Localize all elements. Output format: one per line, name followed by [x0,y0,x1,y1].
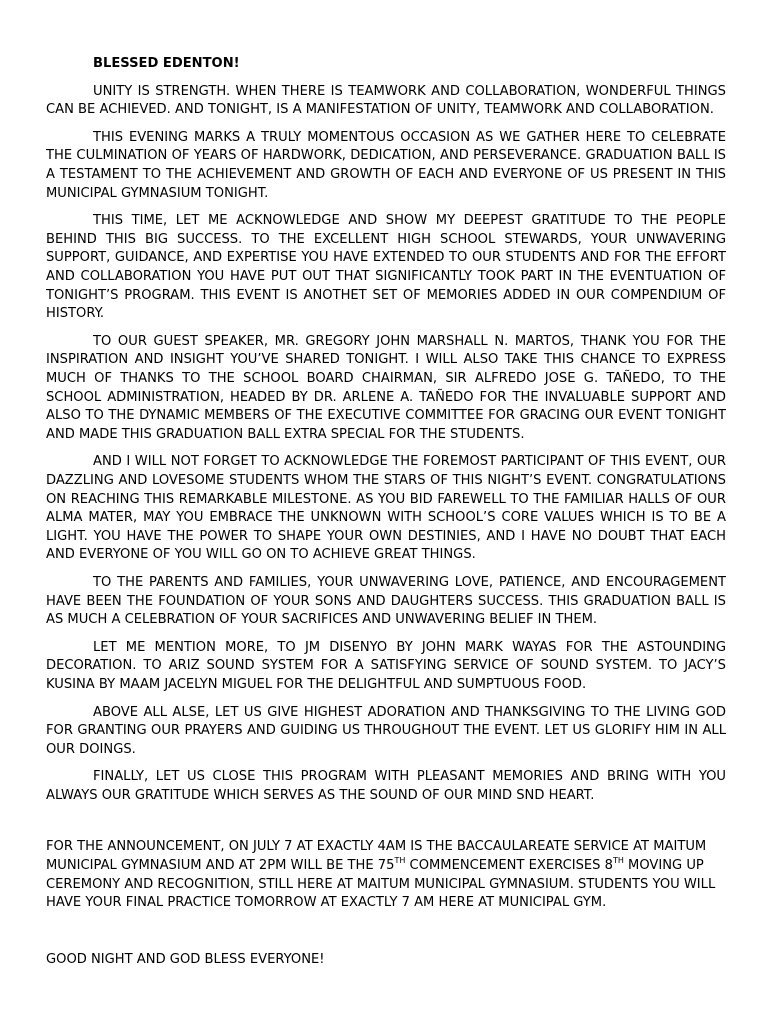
paragraph-guest-speaker: TO OUR GUEST SPEAKER, MR. GREGORY JOHN MARSHALL N. MARTOS, THANK YOU FOR THE INSPIRATION AND INSIGHT YOU’VE SHARED TONIGHT. I WILL ALSO TAKE THIS CHANCE TO EXPRESS MUCH OF THANKS TO THE SCHOOL BOARD CHAIRMAN, SIR ALFREDO JOSE G. TAÑEDO, TO THE SCHOOL ADMINISTRATION, HEADED BY DR. ARLENE A. TAÑEDO FOR THE INVALUABLE SUPPORT AND ALSO TO THE DYNAMIC MEMBERS OF THE EXECUTIVE COMMITTEE FOR GRACING OUR EVENT TONIGHT AND MADE THIS GRADUATION BALL EXTRA SPECIAL FOR THE STUDENTS. [46,333,726,442]
paragraph-students: AND I WILL NOT FORGET TO ACKNOWLEDGE THE FOREMOST PARTICIPANT OF THIS EVENT, OUR DAZZLING AND LOVESOME STUDENTS WHOM THE STARS OF THIS NIGHT’S EVENT. CONGRATULATIONS ON REACHING THIS REMARKABLE MILESTONE. AS YOU BID FAREWELL TO THE FAMILIAR HALLS OF OUR ALMA MATER, MAY YOU EMBRACE THE UNKNOWN WITH SCHOOL’S CORE VALUES WHICH IS TO BE A LIGHT. YOU HAVE THE POWER TO SHAPE YOUR OWN DESTINIES, AND I HAVE NO DOUBT THAT EACH AND EVERYONE OF YOU WILL GO ON TO ACHIEVE GREAT THINGS. [46,454,726,563]
announcement-text-2: COMMENCEMENT EXERCISES 8 [405,858,613,874]
paragraph-occasion: THIS EVENING MARKS A TRULY MOMENTOUS OCCASION AS WE GATHER HERE TO CELEBRATE THE CULMINATION OF YEARS OF HARDWORK, DEDICATION, AND PERSEVERANCE. GRADUATION BALL IS A TESTAMENT TO THE ACHIEVEMENT AND GROWTH OF EACH AND EVERYONE OF US PRESENT IN THIS MUNICIPAL GYMNASIUM TONIGHT. [46,129,726,201]
paragraph-parents: TO THE PARENTS AND FAMILIES, YOUR UNWAVERING LOVE, PATIENCE, AND ENCOURAGEMENT HAVE BEEN THE FOUNDATION OF YOUR SONS AND DAUGHTERS SUCCESS. THIS GRADUATION BALL IS AS MUCH A CELEBRATION OF YOUR SACRIFICES AND UNWAVERING BELIEF IN THEM. [46,574,726,628]
announcement-text-3: MOVING UP CEREMONY AND RECOGNITION, STILL HERE AT MAITUM MUNICIPAL GYMNASIUM. STUDENTS YOU WILL HAVE YOUR FINAL PRACTICE TOMORROW AT EXACTLY 7 AM HERE AT MUNICIPAL GYM. [46,858,716,911]
salutation-heading: BLESSED EDENTON! [93,56,240,72]
closing-line: GOOD NIGHT AND GOD BLESS EVERYONE! [46,951,325,967]
ordinal-suffix-75th: TH [394,855,406,865]
paragraph-closing-remarks: FINALLY, LET US CLOSE THIS PROGRAM WITH PLEASANT MEMORIES AND BRING WITH YOU ALWAYS OUR GRATITUDE WHICH SERVES AS THE SOUND OF OUR MIND SND HEART. [46,769,726,803]
announcement-text-1: FOR THE ANNOUNCEMENT, ON JULY 7 AT EXACTLY 4AM IS THE BACCAULAREATE SERVICE AT MAITUM MUNICIPAL GYMNASIUM AND AT 2PM WILL BE THE 75 [46,839,707,874]
paragraph-gratitude-stewards: THIS TIME, LET ME ACKNOWLEDGE AND SHOW MY DEEPEST GRATITUDE TO THE PEOPLE BEHIND THIS BIG SUCCESS. TO THE EXCELLENT HIGH SCHOOL STEWARDS, YOUR UNWAVERING SUPPORT, GUIDANCE, AND EXPERTISE YOU HAVE EXTENDED TO OUR STUDENTS AND FOR THE EFFORT AND COLLABORATION YOU HAVE PUT OUT THAT SIGNIFICANTLY TOOK PART IN THE EVENTUATION OF TONIGHT’S PROGRAM. THIS EVENT IS ANOTHET SET OF MEMORIES ADDED IN OUR COMPENDIUM OF HISTORY. [46,213,726,322]
paragraph-suppliers: LET ME MENTION MORE, TO JM DISENYO BY JOHN MARK WAYAS FOR THE ASTOUNDING DECORATION. TO ARIZ SOUND SYSTEM FOR A SATISFYING SERVICE OF SOUND SYSTEM. TO JACY’S KUSINA BY MAAM JACELYN MIGUEL FOR THE DELIGHTFUL AND SUMPTUOUS FOOD. [46,639,726,692]
paragraph-thanksgiving: ABOVE ALL ALSE, LET US GIVE HIGHEST ADORATION AND THANKSGIVING TO THE LIVING GOD FOR GRANTING OUR PRAYERS AND GUIDING US THROUGHOUT THE EVENT. LET US GLORIFY HIM IN ALL OUR DOINGS. [46,704,726,757]
ordinal-suffix-8th: TH [612,855,624,865]
paragraph-unity: UNITY IS STRENGTH. WHEN THERE IS TEAMWORK AND COLLABORATION, WONDERFUL THINGS CAN BE ACHIEVED. AND TONIGHT, IS A MANIFESTATION OF UNITY, TEAMWORK AND COLLABORATION. [46,83,726,118]
announcement-paragraph [46,838,726,912]
document-page [46,42,726,978]
